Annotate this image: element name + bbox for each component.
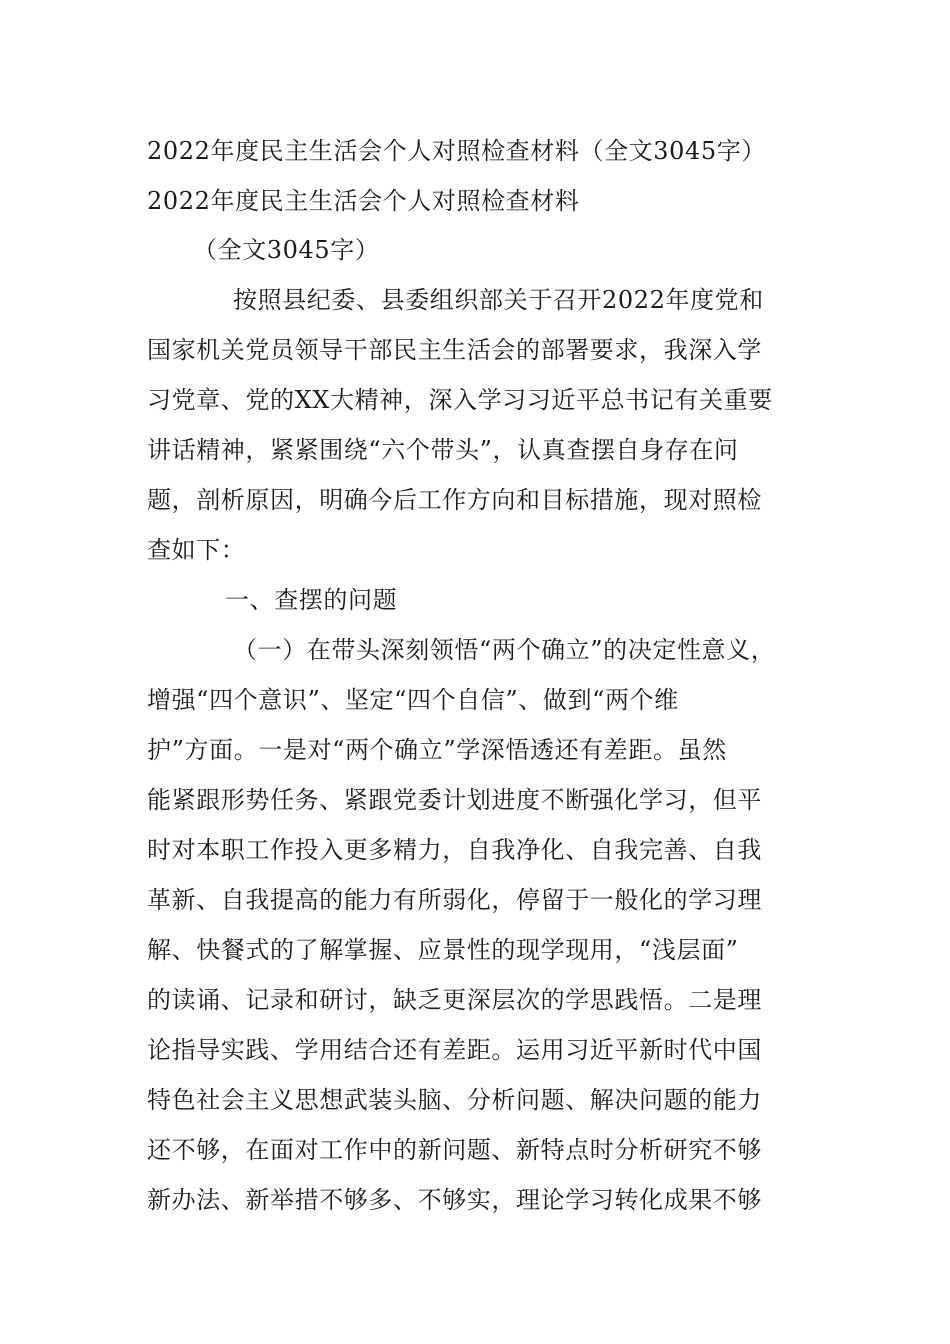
paragraph-line: 按照县纪委、县委组织部关于召开2022年度党和 bbox=[233, 286, 764, 314]
document-title: 2022年度民主生活会个人对照检查材料（全文3045字） bbox=[147, 137, 766, 165]
paragraph-line: 解、快餐式的了解掌握、应景性的现学现用，“浅层面” bbox=[147, 936, 739, 964]
word-count-note: （全文3045字） bbox=[193, 236, 380, 264]
paragraph-line: 增强“四个意识”、坚定“四个自信”、做到“两个维 bbox=[147, 686, 679, 714]
paragraph-line: 习党章、党的XX大精神，深入学习习近平总书记有关重要 bbox=[147, 386, 773, 414]
paragraph-line: 讲话精神，紧紧围绕“六个带头”，认真查摆自身存在问 bbox=[147, 436, 739, 464]
paragraph-line: 能紧跟形势任务、紧跟党委计划进度不断强化学习，但平 bbox=[147, 786, 762, 814]
paragraph-line: 革新、自我提高的能力有所弱化，停留于一般化的学习理 bbox=[147, 886, 762, 914]
paragraph-line: 特色社会主义思想武装头脑、分析问题、解决问题的能力 bbox=[147, 1086, 762, 1114]
paragraph-line: 还不够，在面对工作中的新问题、新特点时分析研究不够 bbox=[147, 1136, 762, 1164]
paragraph-line: 题，剖析原因，明确今后工作方向和目标措施，现对照检 bbox=[147, 486, 762, 514]
document-subtitle: 2022年度民主生活会个人对照检查材料 bbox=[147, 187, 580, 215]
section-heading: 一、查摆的问题 bbox=[225, 586, 398, 614]
paragraph-line: 国家机关党员领导干部民主生活会的部署要求，我深入学 bbox=[147, 336, 762, 364]
paragraph-line: 新办法、新举措不够多、不够实，理论学习转化成果不够 bbox=[147, 1186, 762, 1214]
paragraph-line: （一）在带头深刻领悟“两个确立”的决定性意义， bbox=[233, 636, 776, 664]
paragraph-line: 的读诵、记录和研讨，缺乏更深层次的学思践悟。二是理 bbox=[147, 986, 762, 1014]
paragraph-line: 护”方面。一是对“两个确立”学深悟透还有差距。虽然 bbox=[147, 736, 727, 764]
paragraph-line: 论指导实践、学用结合还有差距。运用习近平新时代中国 bbox=[147, 1036, 762, 1064]
paragraph-line: 查如下： bbox=[147, 536, 246, 564]
paragraph-line: 时对本职工作投入更多精力，自我净化、自我完善、自我 bbox=[147, 836, 762, 864]
